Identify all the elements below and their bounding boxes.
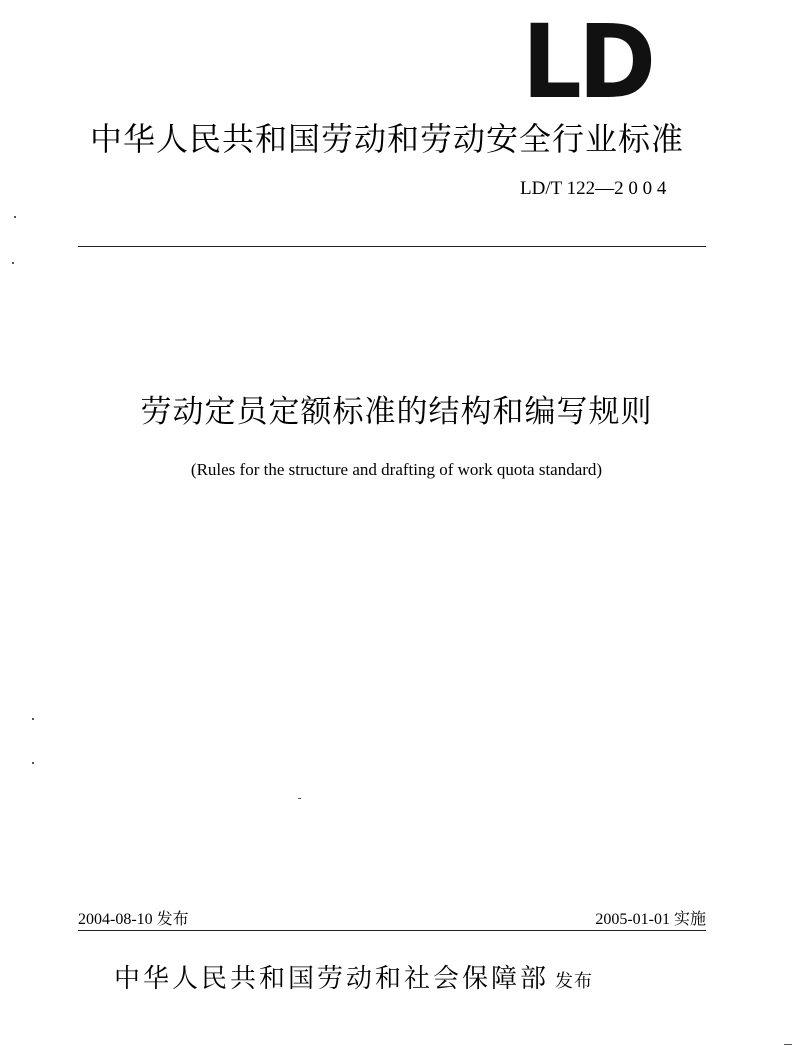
issuing-authority-heading: 中华人民共和国劳动和劳动安全行业标准 bbox=[90, 120, 685, 158]
ld-logo: LD bbox=[522, 3, 653, 122]
scan-speck bbox=[32, 762, 34, 764]
issue-date: 2004-08-10 发布 bbox=[78, 911, 189, 928]
publisher-suffix: 发布 bbox=[555, 971, 594, 992]
standard-code: LD/T 122—2 0 0 4 bbox=[520, 178, 667, 199]
scan-speck bbox=[12, 262, 14, 264]
document-title-english: (Rules for the structure and drafting of work quota standard) bbox=[190, 460, 603, 479]
implementation-date: 2005-01-01 实施 bbox=[595, 911, 706, 928]
top-divider bbox=[78, 246, 706, 247]
scan-speck bbox=[784, 1044, 792, 1045]
document-title-chinese: 劳动定员定额标准的结构和编写规则 bbox=[140, 394, 653, 430]
scan-speck bbox=[298, 798, 301, 799]
scan-speck bbox=[14, 216, 16, 218]
publisher-line bbox=[114, 958, 593, 995]
publisher-name: 中华人民共和国劳动和社会保障部 bbox=[114, 964, 550, 994]
scan-speck bbox=[32, 718, 34, 720]
bottom-divider bbox=[78, 930, 706, 932]
